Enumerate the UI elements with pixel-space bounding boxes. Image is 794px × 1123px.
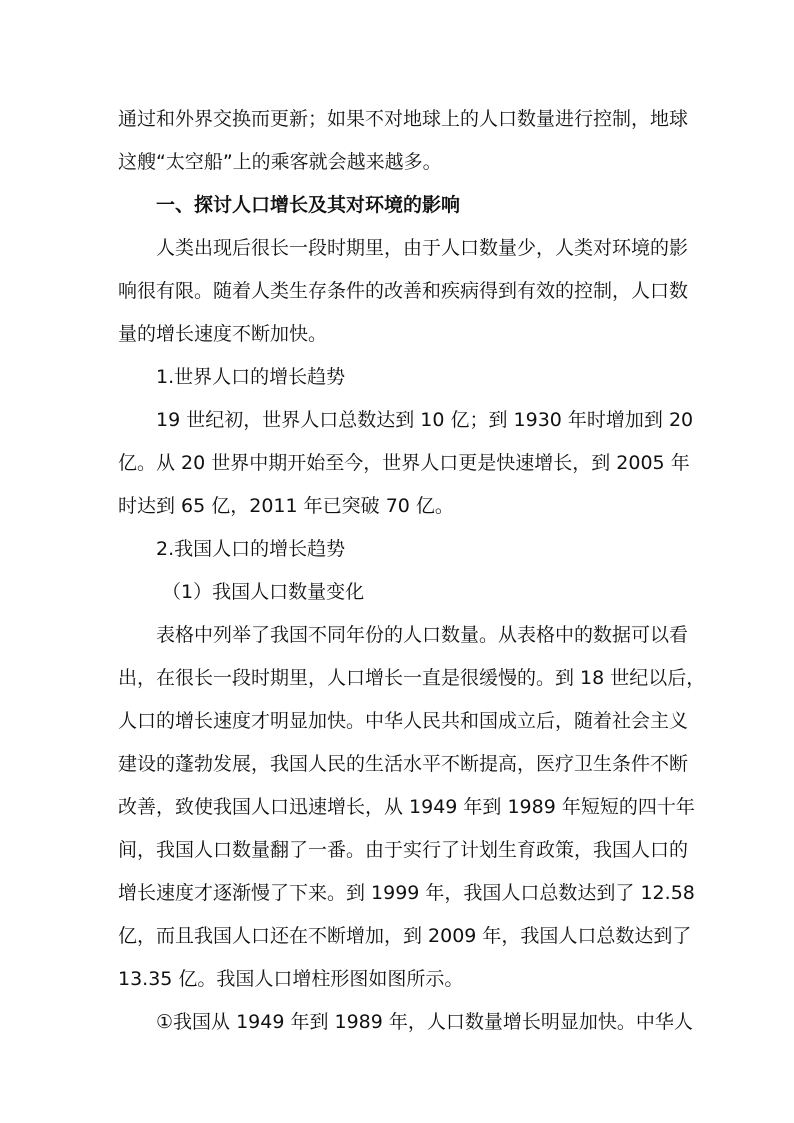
paragraph-line: 间，我国人口数量翻了一番。由于实行了计划生育政策，我国人口的: [118, 839, 689, 861]
paragraph-line: 亿。从 20 世界中期开始至今，世界人口更是快速增长，到 2005 年: [118, 452, 690, 474]
paragraph-line: ①我国从 1949 年到 1989 年，人口数量增长明显加快。中华人: [156, 1011, 693, 1033]
subheading: （1）我国人口数量变化: [162, 581, 365, 603]
section-heading: 一、探讨人口增长及其对环境的影响: [156, 194, 461, 216]
paragraph-line: 人类出现后很长一段时期里，由于人口数量少，人类对环境的影: [156, 237, 689, 259]
paragraph-line: 这艘“太空船”上的乘客就会越来越多。: [118, 151, 442, 173]
paragraph-line: 改善，致使我国人口迅速增长，从 1949 年到 1989 年短短的四十年: [118, 796, 695, 818]
paragraph-line: 13.35 亿。我国人口增柱形图如图所示。: [118, 968, 464, 990]
paragraph-line: 响很有限。随着人类生存条件的改善和疾病得到有效的控制，人口数: [118, 280, 689, 302]
paragraph-line: 人口的增长速度才明显加快。中华人民共和国成立后，随着社会主义: [118, 710, 689, 732]
paragraph-line: 19 世纪初，世界人口总数达到 10 亿；到 1930 年时增加到 20: [156, 409, 694, 431]
paragraph-line: 建设的蓬勃发展，我国人民的生活水平不断提高，医疗卫生条件不断: [118, 753, 689, 775]
paragraph-line: 出，在很长一段时期里，人口增长一直是很缓慢的。到 18 世纪以后，: [118, 667, 706, 689]
paragraph-line: 表格中列举了我国不同年份的人口数量。从表格中的数据可以看: [156, 624, 689, 646]
subheading: 2.我国人口的增长趋势: [156, 538, 346, 560]
subheading: 1.世界人口的增长趋势: [156, 366, 346, 388]
body-text: [118, 98, 706, 1044]
paragraph-line: 增长速度才逐渐慢了下来。到 1999 年，我国人口总数达到了 12.58: [118, 882, 695, 904]
paragraph-line: 时达到 65 亿，2011 年已突破 70 亿。: [118, 495, 454, 517]
paragraph-line: 量的增长速度不断加快。: [118, 323, 328, 345]
paragraph-line: 亿，而且我国人口还在不断增加，到 2009 年，我国人口总数达到了: [118, 925, 692, 947]
paragraph-line: 通过和外界交换而更新；如果不对地球上的人口数量进行控制，地球: [118, 108, 689, 130]
